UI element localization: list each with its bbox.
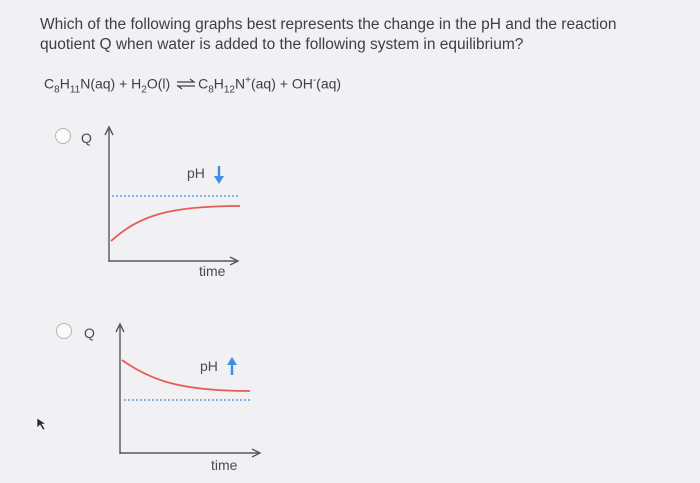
- option-a-ph-label: pH: [187, 165, 205, 181]
- option-b-radio[interactable]: [56, 323, 72, 339]
- option-b-x-axis-arrow-icon: [252, 449, 260, 457]
- option-a-x-label: time: [199, 263, 226, 279]
- equilibrium-arrow-icon: [176, 78, 196, 90]
- option-a-curve: [111, 206, 240, 241]
- question-text: Which of the following graphs best represents the change in the pH and the reaction quotient Q when water is added to the following system in equilibrium?: [40, 16, 617, 53]
- option-a-ph-down-arrow-icon: [214, 166, 224, 184]
- option-a-y-axis-arrow-icon: [105, 127, 113, 135]
- option-a-radio[interactable]: [55, 128, 71, 144]
- option-b-curve: [122, 360, 250, 391]
- option-a-x-axis-arrow-icon: [230, 257, 238, 265]
- mouse-cursor-icon: [36, 417, 48, 431]
- option-b-ph-up-arrow-icon: [227, 357, 237, 375]
- option-b-y-axis-arrow-icon: [116, 324, 124, 332]
- option-b-y-label: Q: [84, 325, 95, 341]
- option-b-x-label: time: [211, 457, 238, 473]
- chemical-equation: $C_8H_{11}N(aq) + H_2O(l) C_8H_{12}N^+(aq) + OH^-(aq)$: [44, 75, 342, 96]
- option-a-y-label: Q: [81, 130, 92, 146]
- option-b-ph-label: pH: [200, 358, 218, 374]
